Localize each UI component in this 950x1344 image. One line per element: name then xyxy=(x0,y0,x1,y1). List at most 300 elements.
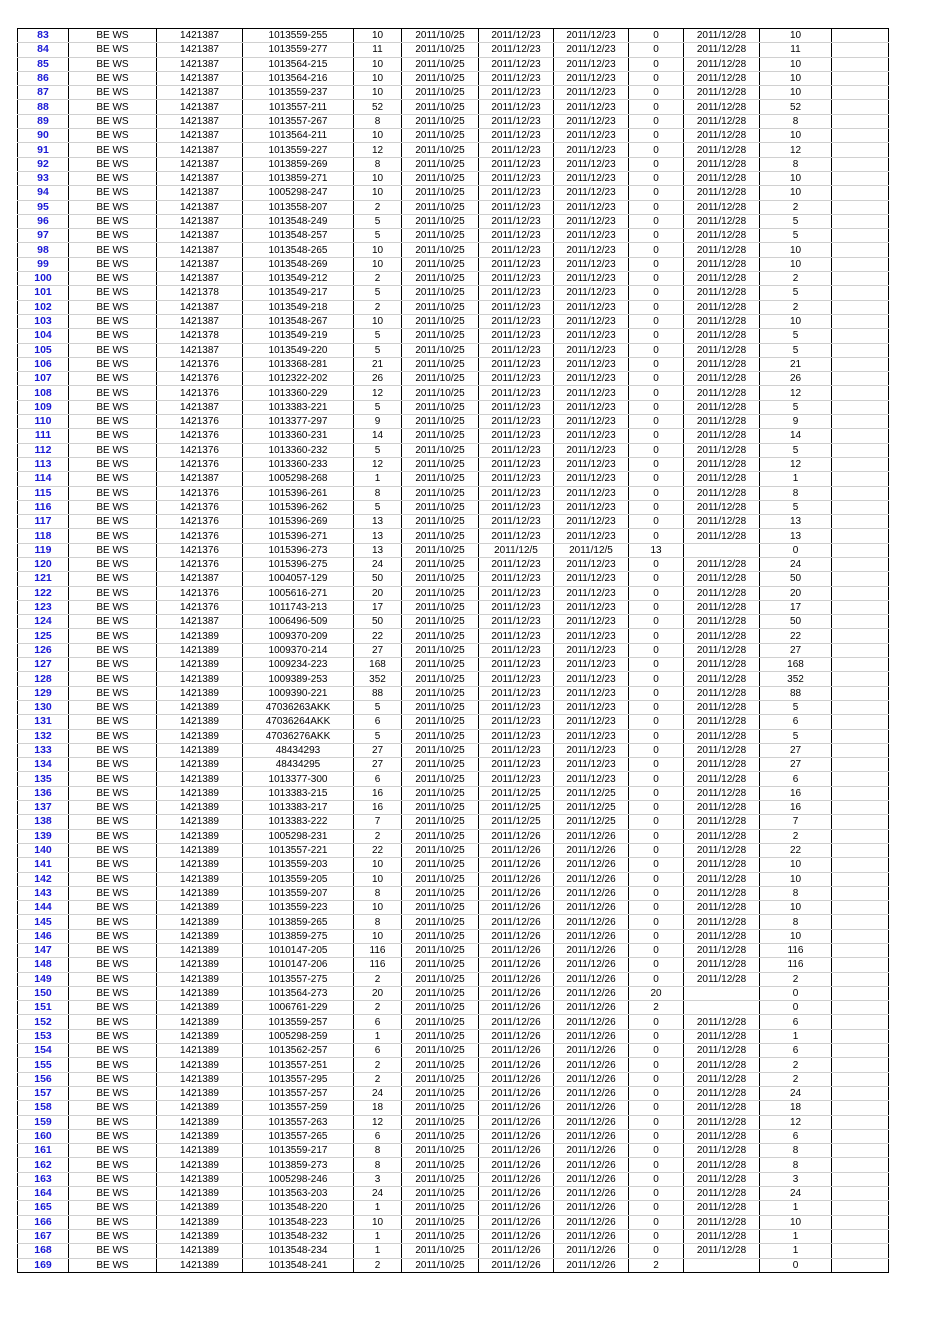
shipped-quantity-cell: 14 xyxy=(760,429,832,443)
remarks-cell xyxy=(832,572,889,586)
table-row xyxy=(18,357,889,371)
delivery-date-cell: 2011/12/26 xyxy=(554,858,629,872)
remarks-cell xyxy=(832,615,889,629)
due-date-cell: 2011/12/23 xyxy=(479,243,554,257)
due-date-cell: 2011/12/26 xyxy=(479,1044,554,1058)
due-date-cell: 2011/12/23 xyxy=(479,472,554,486)
row-number-cell: 147 xyxy=(18,944,69,958)
remarks-cell xyxy=(832,743,889,757)
part-number-cell: 1013564-211 xyxy=(243,129,354,143)
row-number-cell: 96 xyxy=(18,214,69,228)
due-date-cell: 2011/12/23 xyxy=(479,529,554,543)
table-row xyxy=(18,1144,889,1158)
backlog-cell: 0 xyxy=(629,629,684,643)
order-number-cell: 1421389 xyxy=(157,1172,243,1186)
backlog-cell: 0 xyxy=(629,1201,684,1215)
order-date-cell: 2011/10/25 xyxy=(402,886,479,900)
order-date-cell: 2011/10/25 xyxy=(402,958,479,972)
due-date-cell: 2011/12/23 xyxy=(479,615,554,629)
delivery-date-cell: 2011/12/26 xyxy=(554,1172,629,1186)
shipped-quantity-cell: 16 xyxy=(760,801,832,815)
order-number-cell: 1421389 xyxy=(157,815,243,829)
row-number-cell: 155 xyxy=(18,1058,69,1072)
row-number-cell: 86 xyxy=(18,71,69,85)
remarks-cell xyxy=(832,686,889,700)
category-cell: BE WS xyxy=(69,129,157,143)
order-date-cell: 2011/10/25 xyxy=(402,186,479,200)
backlog-cell: 0 xyxy=(629,843,684,857)
delivery-date-cell: 2011/12/23 xyxy=(554,629,629,643)
category-cell: BE WS xyxy=(69,400,157,414)
order-number-cell: 1421389 xyxy=(157,1115,243,1129)
due-date-cell: 2011/12/23 xyxy=(479,729,554,743)
order-number-cell: 1421389 xyxy=(157,729,243,743)
part-number-cell: 1005616-271 xyxy=(243,586,354,600)
shipped-quantity-cell: 50 xyxy=(760,615,832,629)
order-date-cell: 2011/10/25 xyxy=(402,100,479,114)
order-date-cell: 2011/10/25 xyxy=(402,286,479,300)
part-number-cell: 1010147-205 xyxy=(243,944,354,958)
category-cell: BE WS xyxy=(69,829,157,843)
shipped-quantity-cell: 27 xyxy=(760,643,832,657)
backlog-cell: 0 xyxy=(629,272,684,286)
table-row xyxy=(18,1201,889,1215)
delivery-date-cell: 2011/12/23 xyxy=(554,457,629,471)
due-date-cell: 2011/12/23 xyxy=(479,372,554,386)
order-number-cell: 1421389 xyxy=(157,1244,243,1258)
delivery-date-cell: 2011/12/23 xyxy=(554,57,629,71)
remarks-cell xyxy=(832,1229,889,1243)
order-date-cell: 2011/10/25 xyxy=(402,1101,479,1115)
shipped-quantity-cell: 2 xyxy=(760,272,832,286)
backlog-cell: 0 xyxy=(629,1172,684,1186)
quantity-cell: 10 xyxy=(354,858,402,872)
category-cell: BE WS xyxy=(69,1015,157,1029)
shipped-quantity-cell: 24 xyxy=(760,557,832,571)
remarks-cell xyxy=(832,486,889,500)
backlog-cell: 0 xyxy=(629,100,684,114)
remarks-cell xyxy=(832,815,889,829)
part-number-cell: 1013557-259 xyxy=(243,1101,354,1115)
backlog-cell: 0 xyxy=(629,114,684,128)
part-number-cell: 1013559-203 xyxy=(243,858,354,872)
delivery-date-cell: 2011/12/23 xyxy=(554,743,629,757)
quantity-cell: 8 xyxy=(354,886,402,900)
shipped-quantity-cell: 6 xyxy=(760,1129,832,1143)
table-row xyxy=(18,700,889,714)
table-row xyxy=(18,772,889,786)
delivery-date-cell: 2011/12/23 xyxy=(554,686,629,700)
order-date-cell: 2011/10/25 xyxy=(402,314,479,328)
order-number-cell: 1421387 xyxy=(157,86,243,100)
ship-date-cell: 2011/12/28 xyxy=(684,600,760,614)
table-row xyxy=(18,286,889,300)
part-number-cell: 48434295 xyxy=(243,758,354,772)
category-cell: BE WS xyxy=(69,257,157,271)
order-date-cell: 2011/10/25 xyxy=(402,586,479,600)
order-number-cell: 1421389 xyxy=(157,986,243,1000)
quantity-cell: 50 xyxy=(354,572,402,586)
order-number-cell: 1421389 xyxy=(157,1129,243,1143)
category-cell: BE WS xyxy=(69,972,157,986)
order-number-cell: 1421389 xyxy=(157,715,243,729)
quantity-cell: 13 xyxy=(354,529,402,543)
backlog-cell: 0 xyxy=(629,729,684,743)
backlog-cell: 0 xyxy=(629,457,684,471)
row-number-cell: 169 xyxy=(18,1258,69,1272)
order-number-cell: 1421387 xyxy=(157,243,243,257)
order-date-cell: 2011/10/25 xyxy=(402,86,479,100)
part-number-cell: 1013549-218 xyxy=(243,300,354,314)
quantity-cell: 6 xyxy=(354,1129,402,1143)
table-row xyxy=(18,1158,889,1172)
backlog-cell: 20 xyxy=(629,986,684,1000)
remarks-cell xyxy=(832,57,889,71)
remarks-cell xyxy=(832,357,889,371)
remarks-cell xyxy=(832,886,889,900)
order-date-cell: 2011/10/25 xyxy=(402,57,479,71)
remarks-cell xyxy=(832,1072,889,1086)
part-number-cell: 1012322-202 xyxy=(243,372,354,386)
backlog-cell: 0 xyxy=(629,343,684,357)
remarks-cell xyxy=(832,1115,889,1129)
table-row xyxy=(18,786,889,800)
delivery-date-cell: 2011/12/26 xyxy=(554,929,629,943)
backlog-cell: 0 xyxy=(629,286,684,300)
table-row xyxy=(18,57,889,71)
backlog-cell: 0 xyxy=(629,515,684,529)
due-date-cell: 2011/12/25 xyxy=(479,815,554,829)
quantity-cell: 10 xyxy=(354,186,402,200)
order-number-cell: 1421376 xyxy=(157,500,243,514)
quantity-cell: 24 xyxy=(354,1187,402,1201)
shipped-quantity-cell: 10 xyxy=(760,1215,832,1229)
category-cell: BE WS xyxy=(69,729,157,743)
part-number-cell: 1013559-257 xyxy=(243,1015,354,1029)
ship-date-cell: 2011/12/28 xyxy=(684,786,760,800)
ship-date-cell: 2011/12/28 xyxy=(684,829,760,843)
remarks-cell xyxy=(832,1158,889,1172)
remarks-cell xyxy=(832,86,889,100)
ship-date-cell: 2011/12/28 xyxy=(684,1015,760,1029)
category-cell: BE WS xyxy=(69,86,157,100)
order-date-cell: 2011/10/25 xyxy=(402,829,479,843)
order-number-cell: 1421376 xyxy=(157,429,243,443)
ship-date-cell: 2011/12/28 xyxy=(684,586,760,600)
category-cell: BE WS xyxy=(69,1187,157,1201)
row-number-cell: 102 xyxy=(18,300,69,314)
order-number-cell: 1421387 xyxy=(157,100,243,114)
row-number-cell: 114 xyxy=(18,472,69,486)
category-cell: BE WS xyxy=(69,457,157,471)
quantity-cell: 5 xyxy=(354,329,402,343)
order-number-cell: 1421389 xyxy=(157,944,243,958)
category-cell: BE WS xyxy=(69,529,157,543)
order-date-cell: 2011/10/25 xyxy=(402,944,479,958)
ship-date-cell: 2011/12/28 xyxy=(684,386,760,400)
category-cell: BE WS xyxy=(69,114,157,128)
quantity-cell: 24 xyxy=(354,557,402,571)
category-cell: BE WS xyxy=(69,600,157,614)
delivery-date-cell: 2011/12/23 xyxy=(554,314,629,328)
part-number-cell: 1015396-261 xyxy=(243,486,354,500)
shipped-quantity-cell: 352 xyxy=(760,672,832,686)
category-cell: BE WS xyxy=(69,1215,157,1229)
backlog-cell: 0 xyxy=(629,958,684,972)
remarks-cell xyxy=(832,1029,889,1043)
category-cell: BE WS xyxy=(69,643,157,657)
category-cell: BE WS xyxy=(69,815,157,829)
order-date-cell: 2011/10/25 xyxy=(402,858,479,872)
quantity-cell: 24 xyxy=(354,1086,402,1100)
due-date-cell: 2011/12/23 xyxy=(479,343,554,357)
remarks-cell xyxy=(832,129,889,143)
order-date-cell: 2011/10/25 xyxy=(402,1015,479,1029)
quantity-cell: 6 xyxy=(354,715,402,729)
order-number-cell: 1421376 xyxy=(157,600,243,614)
backlog-cell: 0 xyxy=(629,643,684,657)
table-row xyxy=(18,1229,889,1243)
ship-date-cell: 2011/12/28 xyxy=(684,858,760,872)
quantity-cell: 27 xyxy=(354,758,402,772)
shipped-quantity-cell: 50 xyxy=(760,572,832,586)
ship-date-cell: 2011/12/28 xyxy=(684,629,760,643)
quantity-cell: 2 xyxy=(354,1072,402,1086)
shipped-quantity-cell: 6 xyxy=(760,772,832,786)
quantity-cell: 5 xyxy=(354,343,402,357)
row-number-cell: 90 xyxy=(18,129,69,143)
order-number-cell: 1421389 xyxy=(157,686,243,700)
order-date-cell: 2011/10/25 xyxy=(402,1215,479,1229)
order-number-cell: 1421387 xyxy=(157,615,243,629)
shipped-quantity-cell: 10 xyxy=(760,129,832,143)
remarks-cell xyxy=(832,300,889,314)
order-date-cell: 2011/10/25 xyxy=(402,872,479,886)
shipped-quantity-cell: 17 xyxy=(760,600,832,614)
order-date-cell: 2011/10/25 xyxy=(402,700,479,714)
due-date-cell: 2011/12/26 xyxy=(479,1058,554,1072)
table-row xyxy=(18,557,889,571)
part-number-cell: 1006761-229 xyxy=(243,1001,354,1015)
backlog-cell: 0 xyxy=(629,586,684,600)
remarks-cell xyxy=(832,200,889,214)
due-date-cell: 2011/12/26 xyxy=(479,1144,554,1158)
category-cell: BE WS xyxy=(69,186,157,200)
order-number-cell: 1421387 xyxy=(157,143,243,157)
order-date-cell: 2011/10/25 xyxy=(402,672,479,686)
ship-date-cell: 2011/12/28 xyxy=(684,715,760,729)
backlog-cell: 0 xyxy=(629,443,684,457)
order-date-cell: 2011/10/25 xyxy=(402,743,479,757)
order-date-cell: 2011/10/25 xyxy=(402,557,479,571)
row-number-cell: 138 xyxy=(18,815,69,829)
table-row xyxy=(18,1172,889,1186)
quantity-cell: 52 xyxy=(354,100,402,114)
row-number-cell: 161 xyxy=(18,1144,69,1158)
remarks-cell xyxy=(832,658,889,672)
delivery-date-cell: 2011/12/23 xyxy=(554,286,629,300)
order-date-cell: 2011/10/25 xyxy=(402,1029,479,1043)
part-number-cell: 1013548-265 xyxy=(243,243,354,257)
row-number-cell: 124 xyxy=(18,615,69,629)
shipped-quantity-cell: 8 xyxy=(760,114,832,128)
backlog-cell: 0 xyxy=(629,143,684,157)
remarks-cell xyxy=(832,1058,889,1072)
due-date-cell: 2011/12/26 xyxy=(479,1129,554,1143)
shipped-quantity-cell: 12 xyxy=(760,386,832,400)
backlog-cell: 0 xyxy=(629,57,684,71)
order-date-cell: 2011/10/25 xyxy=(402,686,479,700)
remarks-cell xyxy=(832,901,889,915)
row-number-cell: 99 xyxy=(18,257,69,271)
table-row xyxy=(18,886,889,900)
remarks-cell xyxy=(832,443,889,457)
ship-date-cell: 2011/12/28 xyxy=(684,86,760,100)
order-number-cell: 1421387 xyxy=(157,272,243,286)
shipped-quantity-cell: 6 xyxy=(760,1015,832,1029)
category-cell: BE WS xyxy=(69,214,157,228)
delivery-date-cell: 2011/12/23 xyxy=(554,43,629,57)
shipped-quantity-cell: 2 xyxy=(760,200,832,214)
quantity-cell: 1 xyxy=(354,1201,402,1215)
due-date-cell: 2011/12/23 xyxy=(479,71,554,85)
backlog-cell: 0 xyxy=(629,686,684,700)
quantity-cell: 1 xyxy=(354,1229,402,1243)
delivery-date-cell: 2011/12/23 xyxy=(554,229,629,243)
backlog-cell: 0 xyxy=(629,429,684,443)
shipped-quantity-cell: 0 xyxy=(760,1001,832,1015)
order-date-cell: 2011/10/25 xyxy=(402,986,479,1000)
shipped-quantity-cell: 5 xyxy=(760,329,832,343)
order-date-cell: 2011/10/25 xyxy=(402,43,479,57)
quantity-cell: 352 xyxy=(354,672,402,686)
shipped-quantity-cell: 1 xyxy=(760,1201,832,1215)
order-number-cell: 1421376 xyxy=(157,357,243,371)
quantity-cell: 50 xyxy=(354,615,402,629)
order-number-cell: 1421389 xyxy=(157,658,243,672)
delivery-date-cell: 2011/12/26 xyxy=(554,886,629,900)
row-number-cell: 135 xyxy=(18,772,69,786)
shipped-quantity-cell: 27 xyxy=(760,743,832,757)
order-number-cell: 1421389 xyxy=(157,1201,243,1215)
backlog-cell: 0 xyxy=(629,1215,684,1229)
ship-date-cell: 2011/12/28 xyxy=(684,486,760,500)
row-number-cell: 95 xyxy=(18,200,69,214)
remarks-cell xyxy=(832,286,889,300)
table-row xyxy=(18,343,889,357)
row-number-cell: 166 xyxy=(18,1215,69,1229)
backlog-cell: 0 xyxy=(629,386,684,400)
shipped-quantity-cell: 12 xyxy=(760,143,832,157)
due-date-cell: 2011/12/23 xyxy=(479,100,554,114)
table-row xyxy=(18,1001,889,1015)
category-cell: BE WS xyxy=(69,557,157,571)
delivery-date-cell: 2011/12/26 xyxy=(554,915,629,929)
order-number-cell: 1421387 xyxy=(157,314,243,328)
category-cell: BE WS xyxy=(69,171,157,185)
quantity-cell: 5 xyxy=(354,286,402,300)
quantity-cell: 3 xyxy=(354,1172,402,1186)
due-date-cell: 2011/12/26 xyxy=(479,843,554,857)
row-number-cell: 118 xyxy=(18,529,69,543)
backlog-cell: 0 xyxy=(629,472,684,486)
order-number-cell: 1421387 xyxy=(157,114,243,128)
due-date-cell: 2011/12/23 xyxy=(479,700,554,714)
order-date-cell: 2011/10/25 xyxy=(402,415,479,429)
delivery-date-cell: 2011/12/23 xyxy=(554,658,629,672)
remarks-cell xyxy=(832,700,889,714)
row-number-cell: 139 xyxy=(18,829,69,843)
remarks-cell xyxy=(832,944,889,958)
row-number-cell: 126 xyxy=(18,643,69,657)
backlog-cell: 0 xyxy=(629,829,684,843)
due-date-cell: 2011/12/23 xyxy=(479,715,554,729)
due-date-cell: 2011/12/23 xyxy=(479,29,554,43)
ship-date-cell: 2011/12/28 xyxy=(684,1244,760,1258)
order-date-cell: 2011/10/25 xyxy=(402,1172,479,1186)
order-number-cell: 1421389 xyxy=(157,1058,243,1072)
order-date-cell: 2011/10/25 xyxy=(402,143,479,157)
category-cell: BE WS xyxy=(69,1201,157,1215)
shipped-quantity-cell: 1 xyxy=(760,1229,832,1243)
order-date-cell: 2011/10/25 xyxy=(402,1129,479,1143)
quantity-cell: 12 xyxy=(354,1115,402,1129)
shipped-quantity-cell: 2 xyxy=(760,1072,832,1086)
delivery-date-cell: 2011/12/23 xyxy=(554,357,629,371)
quantity-cell: 7 xyxy=(354,815,402,829)
row-number-cell: 91 xyxy=(18,143,69,157)
shipped-quantity-cell: 10 xyxy=(760,86,832,100)
row-number-cell: 148 xyxy=(18,958,69,972)
order-date-cell: 2011/10/25 xyxy=(402,529,479,543)
order-date-cell: 2011/10/25 xyxy=(402,300,479,314)
delivery-date-cell: 2011/12/26 xyxy=(554,1129,629,1143)
row-number-cell: 146 xyxy=(18,929,69,943)
delivery-date-cell: 2011/12/26 xyxy=(554,1201,629,1215)
delivery-date-cell: 2011/12/5 xyxy=(554,543,629,557)
backlog-cell: 0 xyxy=(629,672,684,686)
delivery-date-cell: 2011/12/26 xyxy=(554,986,629,1000)
remarks-cell xyxy=(832,186,889,200)
delivery-date-cell: 2011/12/26 xyxy=(554,829,629,843)
ship-date-cell: 2011/12/28 xyxy=(684,372,760,386)
shipped-quantity-cell: 2 xyxy=(760,300,832,314)
remarks-cell xyxy=(832,100,889,114)
category-cell: BE WS xyxy=(69,57,157,71)
shipped-quantity-cell: 10 xyxy=(760,243,832,257)
remarks-cell xyxy=(832,1244,889,1258)
shipped-quantity-cell: 21 xyxy=(760,357,832,371)
part-number-cell: 1013564-216 xyxy=(243,71,354,85)
ship-date-cell: 2011/12/28 xyxy=(684,214,760,228)
part-number-cell: 1013548-257 xyxy=(243,229,354,243)
order-date-cell: 2011/10/25 xyxy=(402,972,479,986)
part-number-cell: 1013548-232 xyxy=(243,1229,354,1243)
backlog-cell: 0 xyxy=(629,1058,684,1072)
category-cell: BE WS xyxy=(69,229,157,243)
part-number-cell: 1015396-275 xyxy=(243,557,354,571)
remarks-cell xyxy=(832,329,889,343)
order-number-cell: 1421389 xyxy=(157,672,243,686)
shipped-quantity-cell: 5 xyxy=(760,729,832,743)
row-number-cell: 101 xyxy=(18,286,69,300)
quantity-cell: 5 xyxy=(354,500,402,514)
category-cell: BE WS xyxy=(69,543,157,557)
delivery-date-cell: 2011/12/25 xyxy=(554,786,629,800)
part-number-cell: 1013559-227 xyxy=(243,143,354,157)
remarks-cell xyxy=(832,472,889,486)
remarks-cell xyxy=(832,457,889,471)
